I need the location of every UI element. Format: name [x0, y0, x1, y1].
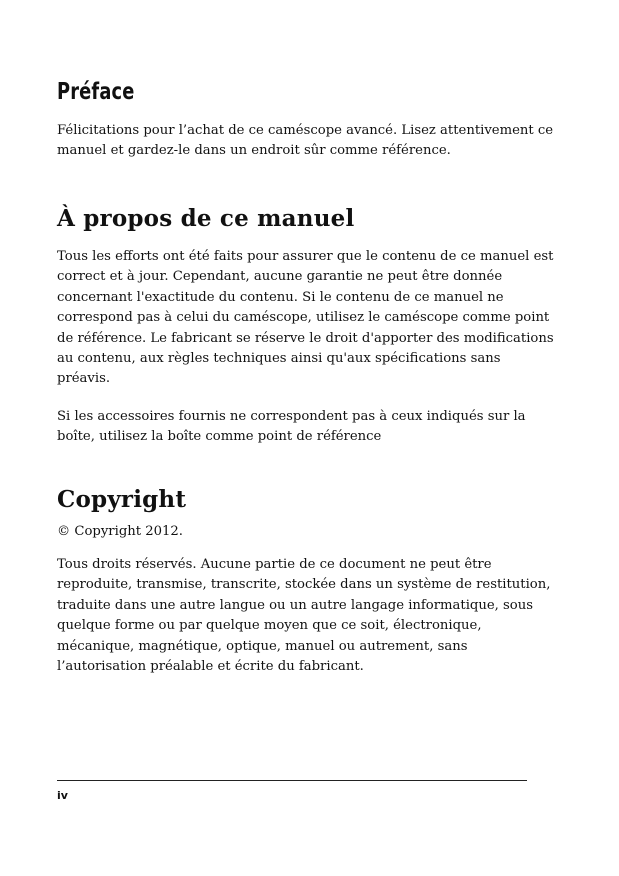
page-number: iv	[57, 789, 68, 802]
copyright-heading: Copyright	[57, 486, 187, 513]
copyright-paragraph: Tous droits réservés. Aucune partie de ce document ne peut être reproduite, transmise, transcrite, stockée dans un système de restitution, traduite dans une autre langue ou un autre langage informatique, sous quelque forme ou par quelque moyen que ce soit, électronique, mécanique, magnétique, optique, manuel ou autrement, sans l’autorisation préalable et écrite du fabricant.	[57, 557, 551, 675]
preface-paragraph: Félicitations pour l’achat de ce caméscope avancé. Lisez attentivement ce manuel et gardez-le dans un endroit sûr comme référence.	[57, 123, 554, 159]
about-paragraph-1: Tous les efforts ont été faits pour assurer que le contenu de ce manuel est correct et à jour. Cependant, aucune garantie ne peut être donnée concernant l'exactitude du contenu. Si le contenu de ce manuel ne correspond pas à celui du caméscope, utilisez le caméscope comme point de référence. Le fabricant se réserve le droit d'apporter des modifications au contenu, aux règles techniques ainsi qu'aux spécifications sans préavis.	[57, 249, 554, 387]
preface-heading: Préface	[57, 79, 135, 105]
footer-divider	[57, 780, 527, 781]
copyright-notice: © Copyright 2012.	[57, 524, 184, 539]
about-paragraph-2: Si les accessoires fournis ne correspondent pas à ceux indiqués sur la boîte, utilisez la boîte comme point de référence	[57, 409, 526, 445]
about-manual-heading: À propos de ce manuel	[57, 205, 355, 232]
